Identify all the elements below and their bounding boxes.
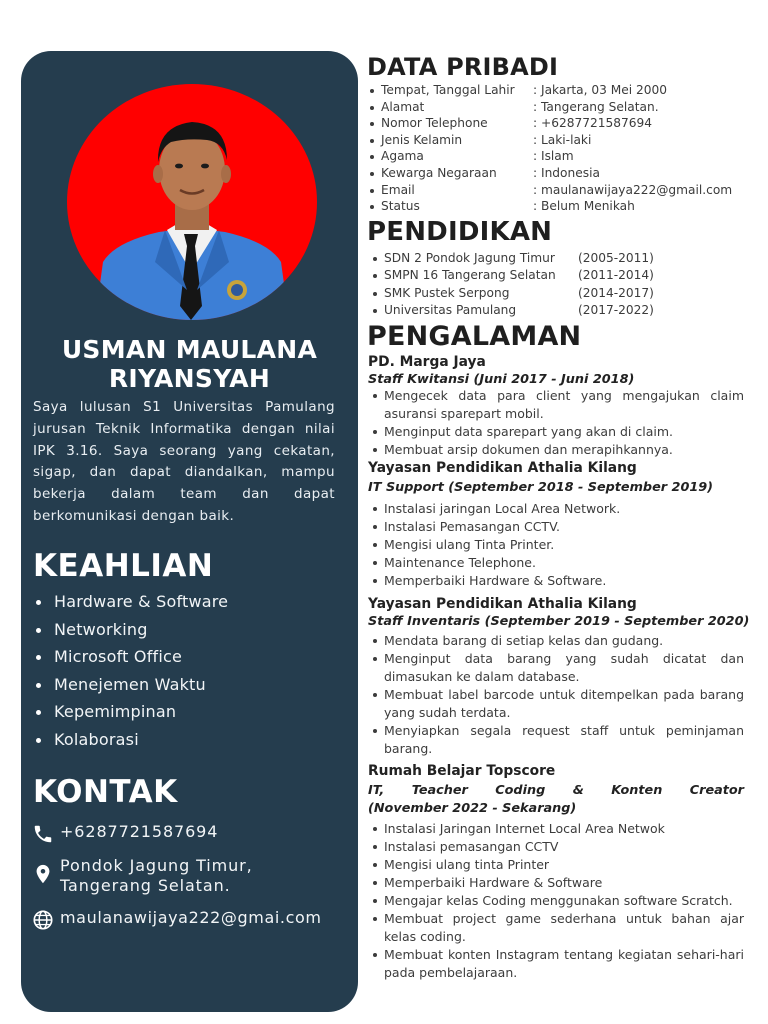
duty-item: Membuat konten Instagram tentang kegiatan sehari-hari pada pembelajaraan. xyxy=(370,946,744,982)
skill-item: Networking xyxy=(33,616,228,644)
candidate-name xyxy=(21,335,358,393)
email-text: maulanawijaya222@gmai.com xyxy=(60,908,322,927)
duty-item: Mengisi ulang Tinta Printer. xyxy=(370,536,744,554)
skill-item: Kepemimpinan xyxy=(33,698,228,726)
duty-item: Maintenance Telephone. xyxy=(370,554,744,572)
job-role: Staff Inventaris (September 2019 - September 2020) xyxy=(368,614,750,629)
duty-item: Menginput data barang yang sudah dicatat dan dimasukan ke dalam database. xyxy=(370,650,744,686)
duty-item: Menyiapkan segala request staff untuk peminjaman barang. xyxy=(370,722,744,758)
personal-row: Tempat, Tanggal Lahir : Jakarta, 03 Mei 2000 xyxy=(367,82,732,99)
duty-item: Instalasi Jaringan Internet Local Area Netwok xyxy=(370,820,744,838)
duty-item: Instalasi Pemasangan CCTV. xyxy=(370,518,744,536)
job-duties-list xyxy=(370,387,744,459)
skill-item: Hardware & Software xyxy=(33,588,228,616)
job-duties-list xyxy=(370,820,744,982)
personal-data-list xyxy=(367,82,732,215)
contact-phone xyxy=(32,822,218,846)
address-line-2: Tangerang Selatan. xyxy=(60,876,231,895)
name-line-2: RIYANSYAH xyxy=(108,364,271,393)
personal-row: Email : maulanawijaya222@gmail.com xyxy=(367,182,732,199)
education-row: SDN 2 Pondok Jagung Timur (2005-2011) xyxy=(370,250,654,267)
sidebar-panel xyxy=(21,51,358,1012)
contact-address xyxy=(32,856,253,896)
duty-item: Memperbaiki Hardware & Software. xyxy=(370,572,744,590)
personal-data-heading: DATA PRIBADI xyxy=(367,53,559,81)
phone-icon xyxy=(32,822,54,846)
duty-item: Mengajar kelas Coding menggunakan software Scratch. xyxy=(370,892,744,910)
personal-row: Kewarga Negaraan : Indonesia xyxy=(367,165,732,182)
job-role: IT Support (September 2018 - September 2019) xyxy=(368,480,714,495)
job-org: Rumah Belajar Topscore xyxy=(368,763,556,779)
duty-item: Instalasi jaringan Local Area Network. xyxy=(370,500,744,518)
job-org: PD. Marga Jaya xyxy=(368,354,486,370)
job-org: Yayasan Pendidikan Athalia Kilang xyxy=(368,596,637,612)
experience-heading: PENGALAMAN xyxy=(367,321,582,352)
education-heading: PENDIDIKAN xyxy=(367,217,553,247)
personal-row: Nomor Telephone : +6287721587694 xyxy=(367,115,732,132)
skills-heading: KEAHLIAN xyxy=(33,548,214,584)
job-org: Yayasan Pendidikan Athalia Kilang xyxy=(368,460,637,476)
location-pin-icon xyxy=(32,862,54,886)
name-line-1: USMAN MAULANA xyxy=(61,335,318,364)
duty-item: Menginput data sparepart yang akan di claim. xyxy=(370,423,744,441)
globe-icon xyxy=(32,908,54,932)
job-duties-list xyxy=(370,500,744,590)
skill-item: Microsoft Office xyxy=(33,643,228,671)
personal-row: Status : Belum Menikah xyxy=(367,198,732,215)
skill-item: Menejemen Waktu xyxy=(33,671,228,699)
contact-email xyxy=(32,908,322,932)
skill-item: Kolaborasi xyxy=(33,726,228,754)
duty-item: Instalasi pemasangan CCTV xyxy=(370,838,744,856)
profile-photo xyxy=(67,84,317,320)
personal-row: Agama : Islam xyxy=(367,148,732,165)
person-illustration xyxy=(67,84,317,320)
duty-item: Memperbaiki Hardware & Software xyxy=(370,874,744,892)
about-paragraph: Saya lulusan S1 Universitas Pamulang jurusan Teknik Informatika dengan nilai IPK 3.16. Saya seorang yang cekatan, sigap, dan dapat diandalkan, mampu bekerja dalam team dan dapat berkomunikasi dengan baik. xyxy=(33,399,335,524)
phone-text: +6287721587694 xyxy=(60,822,219,841)
job-role: IT, Teacher Coding & Konten Creator xyxy=(368,783,744,798)
address-text xyxy=(60,856,253,896)
education-row: SMPN 16 Tangerang Selatan (2011-2014) xyxy=(370,267,654,284)
job-role: Staff Kwitansi (Juni 2017 - Juni 2018) xyxy=(368,372,635,387)
contact-heading: KONTAK xyxy=(33,774,178,810)
job-duties-list xyxy=(370,632,744,758)
education-row: SMK Pustek Serpong (2014-2017) xyxy=(370,285,654,302)
personal-row: Jenis Kelamin : Laki-laki xyxy=(367,132,732,149)
duty-item: Membuat arsip dokumen dan merapihkannya. xyxy=(370,441,744,459)
personal-row: Alamat : Tangerang Selatan. xyxy=(367,99,732,116)
address-line-1: Pondok Jagung Timur, xyxy=(60,856,253,875)
duty-item: Mendata barang di setiap kelas dan gudang. xyxy=(370,632,744,650)
duty-item: Mengecek data para client yang mengajukan claim asuransi sparepart mobil. xyxy=(370,387,744,423)
duty-item: Membuat project game sederhana untuk bahan ajar kelas coding. xyxy=(370,910,744,946)
education-list xyxy=(370,250,654,320)
duty-item: Membuat label barcode untuk ditempelkan pada barang yang sudah terdata. xyxy=(370,686,744,722)
job-period: (November 2022 - Sekarang) xyxy=(368,801,577,816)
education-row: Universitas Pamulang (2017-2022) xyxy=(370,302,654,319)
skills-list xyxy=(33,588,228,754)
duty-item: Mengisi ulang tinta Printer xyxy=(370,856,744,874)
